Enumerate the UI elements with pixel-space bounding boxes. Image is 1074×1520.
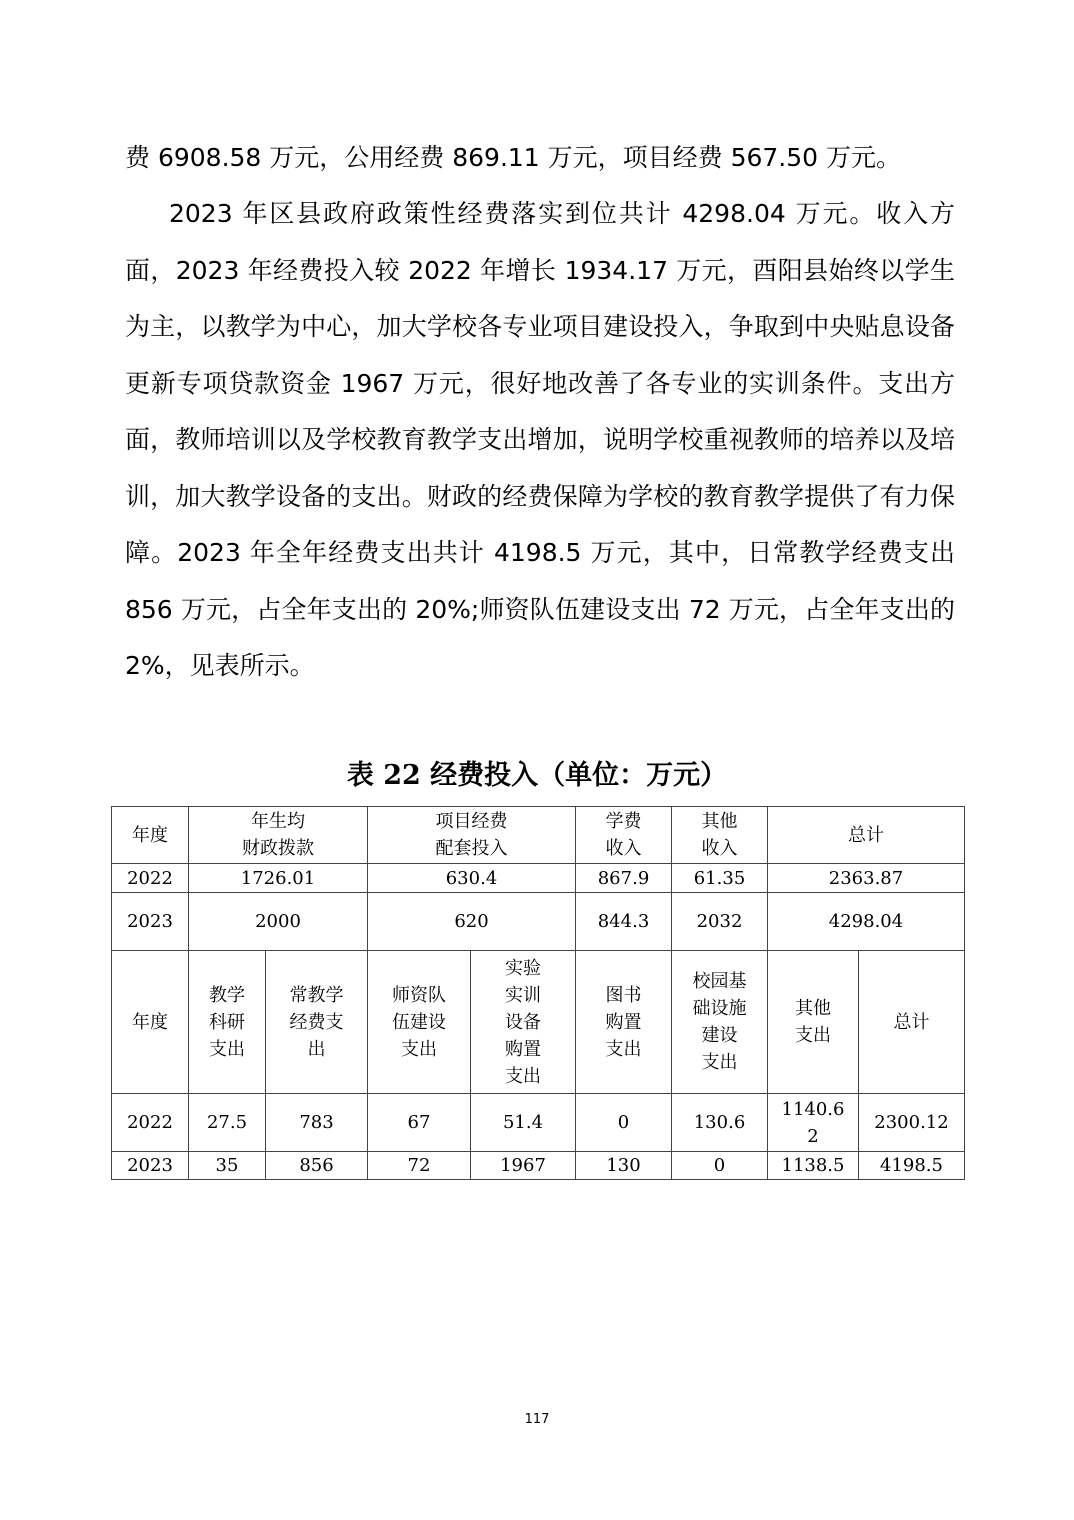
cell: 783: [266, 1094, 368, 1152]
cell: 2032: [672, 893, 768, 951]
income-header-row: [112, 807, 965, 864]
expense-header-equipment: 实验 实训 设备 购置 支出: [471, 951, 576, 1094]
expense-header-daily-teaching: 常教学 经费支 出: [266, 951, 368, 1094]
cell: 2023: [112, 893, 189, 951]
income-header-tuition: 学费 收入: [576, 807, 672, 864]
expense-header-faculty: 师资队 伍建设 支出: [368, 951, 471, 1094]
expense-row-2022: [112, 1094, 965, 1152]
cell: 2023: [112, 1152, 189, 1180]
paragraph-2: 2023 年区县政府政策性经费落实到位共计 4298.04 万元。收入方面，2023 年经费投入较 2022 年增长 1934.17 万元，酉阳县始终以学生为主，以教学为中心，加大学校各专业项目建设投入，争取到中央贴息设备更新专项贷款资金 1967 万元，很好地改善了各专业的实训条件。支出方面，教师培训以及学校教育教学支出增加，说明学校重视教师的培养以及培训，加大教学设备的支出。财政的经费保障为学校的教育教学提供了有力保障。2023 年全年经费支出共计 4198.5 万元，其中，日常教学经费支出 856 万元，占全年支出的 20%;师资队伍建设支出 72 万元，占全年支出的 2%，见表所示。: [125, 199, 955, 680]
income-row-2023: [112, 893, 965, 951]
income-header-other: 其他 收入: [672, 807, 768, 864]
page-number: 117: [524, 1412, 550, 1427]
cell: 130.6: [672, 1094, 768, 1152]
income-header-year: 年度: [112, 807, 189, 864]
expense-header-research: 教学 科研 支出: [189, 951, 266, 1094]
expense-header-other: 其他 支出: [768, 951, 859, 1094]
cell: 51.4: [471, 1094, 576, 1152]
cell: 2363.87: [768, 864, 965, 893]
cell: 0: [672, 1152, 768, 1180]
income-row-2022: [112, 864, 965, 893]
table-title: 表 22 经费投入（单位：万元）: [346, 760, 728, 791]
income-header-per-student: 年生均 财政拨款: [189, 807, 368, 864]
cell: 2022: [112, 864, 189, 893]
cell: 67: [368, 1094, 471, 1152]
cell: 630.4: [368, 864, 576, 893]
cell: 620: [368, 893, 576, 951]
cell: 2022: [112, 1094, 189, 1152]
cell: 0: [576, 1094, 672, 1152]
cell: 856: [266, 1152, 368, 1180]
income-header-total: 总计: [768, 807, 965, 864]
expense-header-year: 年度: [112, 951, 189, 1094]
expense-header-infrastructure: 校园基 础设施 建设 支出: [672, 951, 768, 1094]
cell: 1138.5: [768, 1152, 859, 1180]
cell: 1967: [471, 1152, 576, 1180]
funding-table: [111, 806, 965, 1180]
cell: 130: [576, 1152, 672, 1180]
cell: 27.5: [189, 1094, 266, 1152]
cell: 4198.5: [859, 1152, 965, 1180]
cell: 2000: [189, 893, 368, 951]
cell: 1140.6 2: [768, 1094, 859, 1152]
cell: 35: [189, 1152, 266, 1180]
expense-header-row: [112, 951, 965, 1094]
expense-header-total: 总计: [859, 951, 965, 1094]
cell: 867.9: [576, 864, 672, 893]
cell: 72: [368, 1152, 471, 1180]
cell: 1726.01: [189, 864, 368, 893]
paragraph-1: 费 6908.58 万元，公用经费 869.11 万元，项目经费 567.50 万元。: [125, 143, 902, 172]
expense-row-2023: [112, 1152, 965, 1180]
cell: 2300.12: [859, 1094, 965, 1152]
cell: 61.35: [672, 864, 768, 893]
income-header-project: 项目经费 配套投入: [368, 807, 576, 864]
cell: 4298.04: [768, 893, 965, 951]
expense-header-books: 图书 购置 支出: [576, 951, 672, 1094]
cell: 844.3: [576, 893, 672, 951]
